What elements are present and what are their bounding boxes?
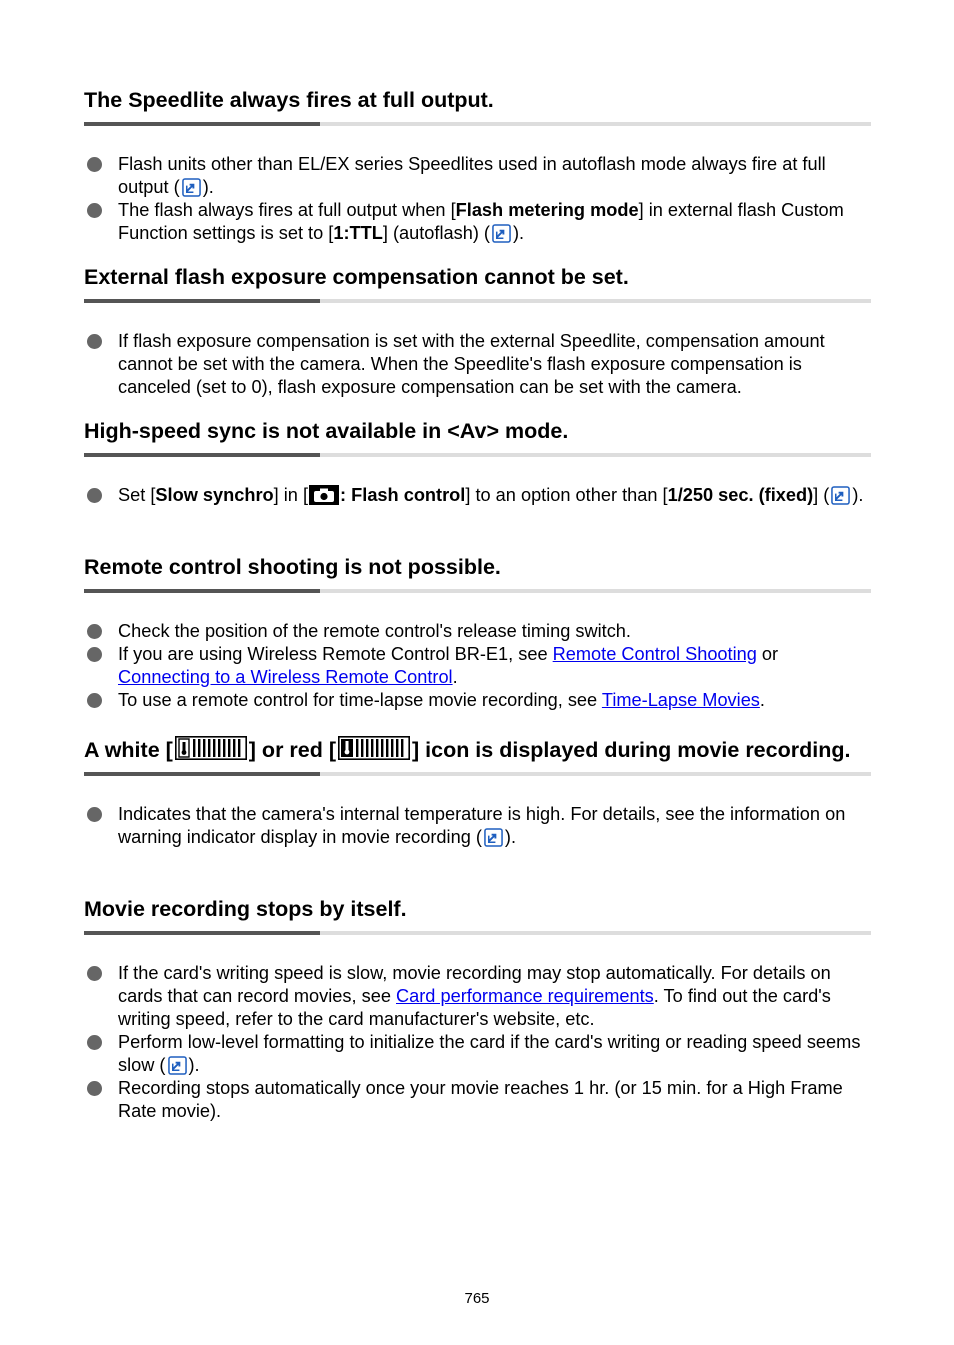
heading-rule bbox=[84, 299, 871, 303]
section-heading: Movie recording stops by itself. bbox=[84, 897, 407, 921]
list-item: Indicates that the camera's internal temperature is high. For details, see the information on warning indicator display in movie recording ( ). bbox=[84, 803, 871, 849]
bullet-icon bbox=[87, 966, 102, 981]
page-reference-icon[interactable] bbox=[484, 828, 503, 847]
bullet-icon bbox=[87, 1081, 102, 1096]
list-item: Recording stops automatically once your movie reaches 1 hr. (or 15 min. for a High Frame Rate movie). bbox=[84, 1077, 871, 1123]
bullet-icon bbox=[87, 624, 102, 639]
heading-rule bbox=[84, 589, 871, 593]
section-heading: A white [ ] or red [ ] icon is displayed during movie recording. bbox=[84, 738, 851, 762]
page-reference-icon[interactable] bbox=[492, 224, 511, 243]
heading-rule bbox=[84, 122, 871, 126]
section-high-speed-sync bbox=[84, 417, 871, 507]
bullet-list bbox=[84, 153, 871, 245]
heading-rule bbox=[84, 772, 871, 776]
bullet-icon bbox=[87, 157, 102, 172]
link-card-performance[interactable]: Card performance requirements bbox=[396, 986, 654, 1006]
list-item: If you are using Wireless Remote Control BR-E1, see Remote Control Shooting or Connecting to a Wireless Remote Control. bbox=[84, 643, 871, 689]
link-remote-control-shooting[interactable]: Remote Control Shooting bbox=[552, 644, 757, 664]
bullet-list bbox=[84, 620, 871, 712]
section-flash-comp bbox=[84, 263, 871, 399]
list-item: Flash units other than EL/EX series Speedlites used in autoflash mode always fire at full output ( ). bbox=[84, 153, 871, 199]
link-connecting-wireless-remote[interactable]: Connecting to a Wireless Remote Control bbox=[118, 667, 453, 687]
bullet-icon bbox=[87, 1035, 102, 1050]
section-heading: The Speedlite always fires at full output. bbox=[84, 88, 494, 112]
list-item: Set [Slow synchro] in [ : Flash control] to an option other than [1/250 sec. (fixed)] ( ). bbox=[84, 484, 871, 507]
bullet-icon bbox=[87, 334, 102, 349]
bullet-icon bbox=[87, 647, 102, 662]
page-reference-icon[interactable] bbox=[182, 178, 201, 197]
bullet-list bbox=[84, 962, 871, 1123]
section-temperature-icon bbox=[84, 736, 871, 849]
temperature-warning-white-icon bbox=[175, 736, 247, 760]
section-full-output bbox=[84, 86, 871, 245]
section-heading: High-speed sync is not available in <Av> mode. bbox=[84, 419, 569, 443]
section-remote-control bbox=[84, 553, 871, 712]
camera-shooting-icon bbox=[309, 485, 339, 505]
list-item: If flash exposure compensation is set with the external Speedlite, compensation amount cannot be set with the camera. When the Speedlite's flash exposure compensation is canceled (set to 0), flash exposure compensation can be set with the camera. bbox=[84, 330, 871, 399]
section-heading: External flash exposure compensation cannot be set. bbox=[84, 265, 629, 289]
bullet-list bbox=[84, 484, 871, 507]
page-reference-icon[interactable] bbox=[831, 486, 850, 505]
section-recording-stops bbox=[84, 895, 871, 1123]
list-item: To use a remote control for time-lapse movie recording, see Time-Lapse Movies. bbox=[84, 689, 871, 712]
heading-rule bbox=[84, 931, 871, 935]
bullet-list bbox=[84, 330, 871, 399]
list-item: Check the position of the remote control's release timing switch. bbox=[84, 620, 871, 643]
bullet-icon bbox=[87, 807, 102, 822]
link-time-lapse-movies[interactable]: Time-Lapse Movies bbox=[601, 690, 760, 710]
page-reference-icon[interactable] bbox=[168, 1056, 187, 1075]
list-item: If the card's writing speed is slow, movie recording may stop automatically. For details on cards that can record movies, see Card performance requirements. To find out the card's writing speed, refer to the card manufacturer's website, etc. bbox=[84, 962, 871, 1031]
section-heading: Remote control shooting is not possible. bbox=[84, 555, 501, 579]
list-item: Perform low-level formatting to initialize the card if the card's writing or reading speed seems slow ( ). bbox=[84, 1031, 871, 1077]
bullet-icon bbox=[87, 203, 102, 218]
list-item: The flash always fires at full output when [Flash metering mode] in external flash Custom Function settings is set to [1:TTL] (autoflash) ( ). bbox=[84, 199, 871, 245]
bullet-icon bbox=[87, 693, 102, 708]
bullet-icon bbox=[87, 488, 102, 503]
temperature-warning-red-icon bbox=[338, 736, 410, 760]
bullet-list bbox=[84, 803, 871, 849]
heading-rule bbox=[84, 453, 871, 457]
page-number: 765 bbox=[464, 1290, 490, 1307]
